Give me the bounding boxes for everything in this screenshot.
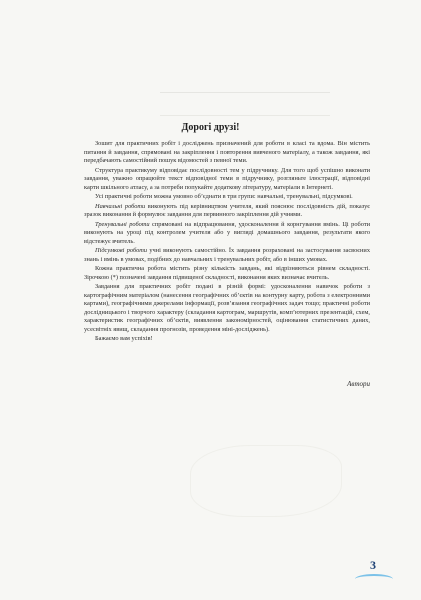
paragraph: Завдання для практичних робіт подані в різній формі: удосконалення навичок роботи з картографічним матеріалом (нанесення географічних об’єктів на контурну карту, робота з електронними картами), географічними джерелами інформації, розв’язання географічних задач тощо; практичні роботи дослідницького і творчого характеру (складання картограм, маршрутів, комп’ютерних презентацій, схем, характеристик географічних об’єктів, виявлення закономірностей, оцінювання статистичних даних, усесвітніх явищ, складання прогнозів, проведення міні-досліджень). [84,283,370,334]
show-through-map [190,445,342,517]
lead-term: Тренувальні роботи [95,220,150,228]
page-number: 3 [370,557,376,572]
paragraph: Тренувальні роботи спрямовані на відпрацювання, удосконалення й корнгування вмінь. Ці роботи виконують на уроці під контролем учителя або у вигляді домашнього завдання, результати якого відстежує вчитель. [84,220,370,245]
wave-decoration [355,574,393,584]
show-through-band [160,92,330,116]
paragraph: Усі практичні роботи можна умовно об’єднати в три групи: навчальні, тренувальні, підсумкові. [95,193,353,201]
paragraph: Кожна практична робота містить різну кількість завдань, які відрізняються рівнем складності. Зірочкою (*) позначені завдання підвищеної складності, виконання яких визначає вчитель. [84,265,370,281]
paragraph: Бажаємо вам успіхів! [95,335,153,343]
signature: Автори [347,380,370,388]
paragraph: Зошит для практичних робіт і досліджень призначений для роботи в класі та вдома. Він містить питання й завдання, спрямовані на закріплення і повторення вивченого матеріалу, а також завдання, які передбачають самостійний пошук відомостей з певної теми. [84,140,370,165]
paragraph: Підсумкові роботи учні виконують самостійно. Їх завдання розраховані на застосування засвоєних знань і вмінь в умовах, подібних до навчальних і тренувальних робіт, або в інших умовах. [84,247,370,263]
paragraph: Навчальні роботи виконують під керівництвом учителя, який пояснює послідовність дій, показує зразок виконання й формулює завдання для первинного закріплення дій учнями. [84,202,370,219]
page-title: Дорогі друзі! [181,122,240,133]
lead-term: Підсумкові роботи [95,247,148,255]
paragraph: Структура практикуму відповідає послідовності тем у підручнику. Для того щоб успішно виконати завдання, уважно опрацюйте текст відповідної теми в підручнику, розгляньте ілюстрації, відповідні карти шкільного атласу, а за потреби попукайте додаткову літературу, матеріали в Інтернеті. [84,166,370,191]
body-text [84,140,370,345]
lead-term: Навчальні роботи [95,202,146,210]
